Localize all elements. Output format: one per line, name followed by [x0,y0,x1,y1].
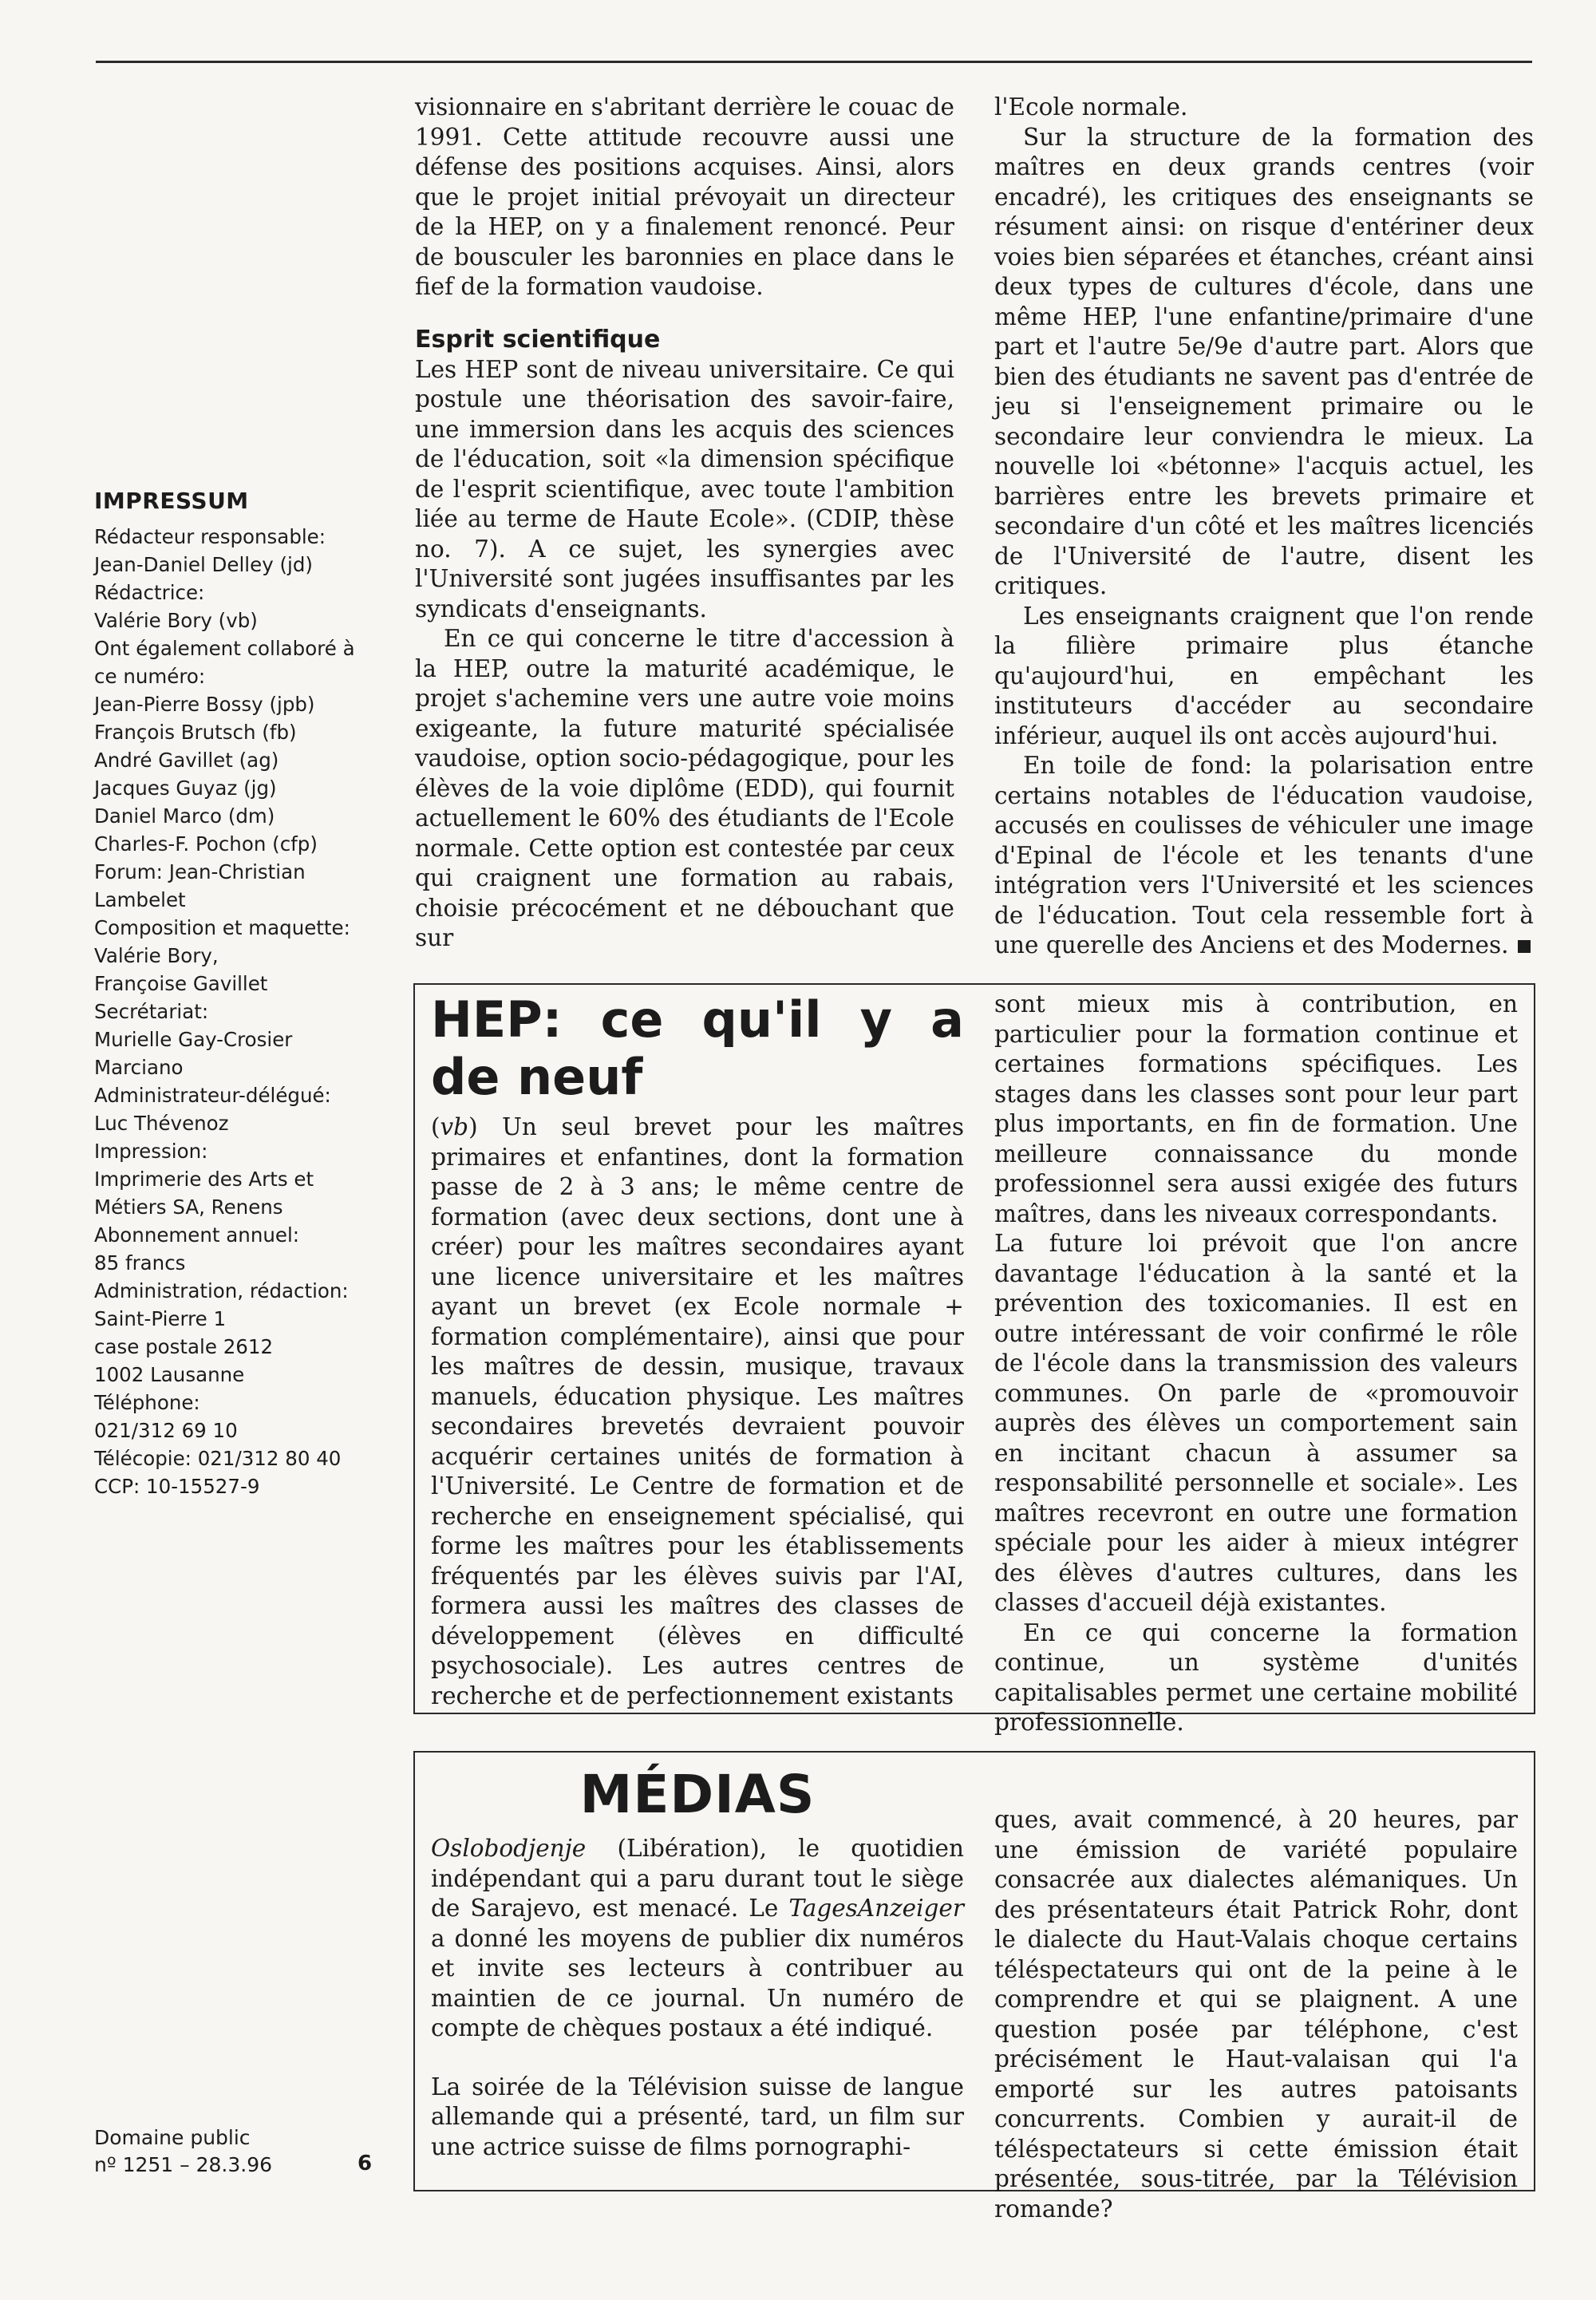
impressum-line: Administrateur-délégué: [94,1084,331,1107]
impressum-line: Ont également collaboré à [94,637,355,660]
article-paragraph: visionnaire en s'abritant derrière le couac de 1991. Cette attitude recouvre aussi une défense des positions acquises. Ainsi, alors que le projet initial prévoyait un directeur de la HEP, on y a finalement renoncé. Peur de bousculer les baronnies en place dans le fief de la formation vaudoise. [415,93,954,300]
hep-box-column-1 [431,991,964,1711]
impressum-line: Secrétariat: [94,1000,209,1023]
impressum-line: Forum: Jean-Christian [94,860,306,883]
impressum-line: Daniel Marco (dm) [94,804,275,828]
impressum-line: Françoise Gavillet [94,972,268,995]
article-paragraph-text: En toile de fond: la polarisation entre certains notables de l'éducation vaudoise, accusés en coulisses de véhiculer une image d'Epinal de l'école et les tenants d'une intégration vers l'Université et les sciences de l'éducation. Tout cela ressemble fort à une querelle des Anciens et des Modernes. [994,752,1534,958]
impressum-line: François Brutsch (fb) [94,721,297,744]
impressum-line: Murielle Gay-Crosier [94,1028,293,1051]
hep-box-paragraph: sont mieux mis à contribution, en particulier pour la formation continue et certaines formations spécifiques. Les stages dans les classes sont pour leur part plus importants, en fin de formation. Une meilleure connaissance du monde professionnel sera aussi exigée des futurs maîtres, dans les niveaux correspondants. [994,990,1518,1227]
article-column-2 [994,93,1534,961]
medias-box-title: MÉDIAS [579,1764,816,1825]
impressum-line: Abonnement annuel: [94,1223,300,1247]
impressum-line: Métiers SA, Renens [94,1195,283,1219]
impressum-line: Saint-Pierre 1 [94,1307,227,1330]
hep-box-column-2 [994,990,1518,1738]
impressum-line: Composition et maquette: [94,916,350,939]
impressum-line: Valérie Bory, [94,944,219,967]
impressum [94,487,373,1500]
article-subheading: Esprit scientifique [415,325,661,354]
impressum-line: Lambelet [94,888,186,911]
impressum-line: Rédactrice: [94,581,205,604]
impressum-line: Rédacteur responsable: [94,525,326,548]
impressum-line: case postale 2612 [94,1335,274,1358]
impressum-line: Valérie Bory (vb) [94,609,258,632]
medias-box-column-1 [431,1764,964,2162]
medias-box-column-2 [994,1805,1518,2224]
end-of-article-mark [1518,940,1531,953]
medias-paragraph [431,1834,964,2044]
impressum-line: 021/312 69 10 [94,1419,238,1442]
newspaper-title: Oslobodjenje [431,1835,587,1862]
article-column-1 [415,93,954,954]
hep-box-text: Un seul brevet pour les maîtres primaires et enfantines, dont la formation passe de 2 à 3 ans; le même centre de formation (avec deux sections, dont une à créer) pour les maîtres secondaires ayant une licence universitaire et les maîtres ayant un brevet (ex Ecole normale + formation complémentaire), ainsi que pour les maîtres de dessin, musique, travaux manuels, éducation physique. Les maîtres secondaires brevetés devraient pouvoir acquérir certaines unités de formation à l'Université. Le Centre de formation et de recherche en enseignement spécialisé, qui forme les maîtres pour les établissements fréquentés par les élèves suivis par l'AI, formera aussi les maîtres des classes de développement (élèves en difficulté psychosociale). Les autres centres de recherche et de perfectionnement existants [431,1113,964,1709]
impressum-line: Téléphone: [94,1391,200,1414]
byline: vb [440,1113,469,1140]
impressum-heading: IMPRESSUM [94,488,249,514]
article-paragraph: En ce qui concerne le titre d'accession à la HEP, outre la maturité académique, le projet s'achemine vers une autre voie moins exigeante, la future maturité spécialisée vaudoise, option socio-pédagogique, pour les élèves de la voie diplôme (EDD), qui fournit actuellement le 60% des étudiants de l'Ecole normale. Cette option est contestée par ceux qui craignent une formation au rabais, choisie précocément et ne débouchant que sur [415,625,954,951]
impressum-line: Charles-F. Pochon (cfp) [94,832,318,856]
hep-box-paragraph: (vb) Un seul brevet pour les maîtres primaires et enfantines, dont la formation passe de 2 à 3 ans; le même centre de formation (avec deux sections, dont une à créer) pour les maîtres secondaires ayant une licence universitaire et les maîtres ayant un brevet (ex Ecole normale + formation complémentaire), ainsi que pour les maîtres de dessin, musique, travaux manuels, éducation physique. Les maîtres secondaires brevetés devraient pouvoir acquérir certaines unités de formation à l'Université. Le Centre de formation et de recherche en enseignement spécialisé, qui forme les maîtres pour les établissements fréquentés par les élèves suivis par l'AI, formera aussi les maîtres des classes de développement (élèves en difficulté psychosociale). Les autres centres de recherche et de perfectionnement existants [431,1113,964,1709]
impressum-line: Luc Thévenoz [94,1112,229,1135]
impressum-line: Imprimerie des Arts et [94,1168,314,1191]
hep-box-title: HEP: ce qu'il y a de neuf [431,990,964,1106]
article-paragraph: Sur la structure de la formation des maîtres en deux grands centres (voir encadré), les critiques des enseignants se résument ainsi: on risque d'entériner deux voies bien séparées et étanches, créant ainsi deux types de cultures d'école, dans une même HEP, l'une enfantine/primaire d'une part et l'autre 5e/9e d'autre part. Alors que bien des étudiants ne savent pas d'entrée de jeu si l'enseignement primaire ou le secondaire leur conviendra le mieux. La nouvelle loi «bétonne» l'acquis actuel, les barrières entre les brevets primaire et secondaire d'un côté et les maîtres licenciés de l'Université de l'autre, disent les critiques. [994,123,1534,599]
impressum-line: Administration, rédaction: [94,1279,349,1302]
impressum-line: Jacques Guyaz (jg) [94,777,277,800]
hep-box-paragraph: La future loi prévoit que l'on ancre davantage l'éducation à la santé et la prévention des toxicomanies. Il est en outre intéressant de voir confirmé le rôle de l'école dans la transmission des valeurs communes. On parle de «promouvoir auprès des élèves un comportement sain en incitant chacun à assumer sa responsabilité personnelle et sociale». Les maîtres recevront en outre une formation spéciale pour les aider à mieux intégrer des élèves d'autres cultures, dans les classes d'accueil déjà existantes. [994,1230,1518,1616]
medias-text: a donné les moyens de publier dix numéros et invite ses lecteurs à contribuer au maintien de ce journal. Un numéro de compte de chèques postaux a été indiqué. [431,1924,964,2041]
footer [94,2124,272,2179]
medias-paragraph: ques, avait commencé, à 20 heures, par une émission de variété populaire consacrée aux dialectes alémaniques. Un des présentateurs était Patrick Rohr, dont le dialecte du Haut-Valais choque certains téléspectateurs qui ont de la peine à le comprendre et qui se plaignent. A une question posée par téléphone, c'est précisément le Haut-valaisan qui l'a emporté sur les autres patoisants concurrents. Combien y aurait-il de téléspectateurs si cette émission était présentée, sous-titrée, par la Télévision romande? [994,1806,1518,2223]
impressum-line: 1002 Lausanne [94,1363,245,1386]
impressum-line: André Gavillet (ag) [94,749,279,772]
impressum-line: Jean-Daniel Delley (jd) [94,553,313,576]
issue-info: nº 1251 – 28.3.96 [94,2153,273,2176]
article-paragraph: Les enseignants craignent que l'on rende la filière primaire plus étanche qu'aujourd'hui, en empêchant les instituteurs d'accéder au secondaire inférieur, auquel ils ont accès aujourd'hui. [994,602,1534,749]
article-paragraph: l'Ecole normale. [994,93,1188,121]
publication-name: Domaine public [94,2126,251,2149]
impressum-line: CCP: 10-15527-9 [94,1475,260,1498]
hep-box-paragraph: En ce qui concerne la formation continue, un système d'unités capitalisables permet une certaine mobilité professionnelle. [994,1618,1518,1736]
page-number: 6 [358,2152,373,2176]
impressum-line: Marciano [94,1056,184,1079]
hep-box [413,983,1535,1736]
impressum-line: ce numéro: [94,665,206,688]
impressum-line: Télécopie: 021/312 80 40 [94,1447,342,1470]
newspaper-title: TagesAnzeiger [788,1895,964,1922]
article-paragraph: Les HEP sont de niveau universitaire. Ce qui postule une théorisation des savoir-faire, une immersion dans les acquis des sciences de l'éducation, soit «la dimension spécifique de l'esprit scientifique, avec toute l'ambition liée au terme de Haute Ecole». (CDIP, thèse no. 7). A ce sujet, les synergies avec l'Université sont jugées insuffisantes par les syndicats d'enseignants. [415,355,954,622]
top-rule [96,61,1532,63]
medias-text: (Libération), le quotidien indépendant qui a paru durant tout le siège de Sarajevo, est menacé. Le [431,1835,964,1922]
impressum-line: Impression: [94,1140,208,1163]
article-paragraph [994,751,1534,961]
medias-box [413,1751,1535,2223]
impressum-line: 85 francs [94,1251,186,1274]
impressum-line: Jean-Pierre Bossy (jpb) [94,693,315,716]
medias-paragraph: La soirée de la Télévision suisse de langue allemande qui a présenté, tard, un film sur une actrice suisse de films pornographi- [431,2073,964,2160]
